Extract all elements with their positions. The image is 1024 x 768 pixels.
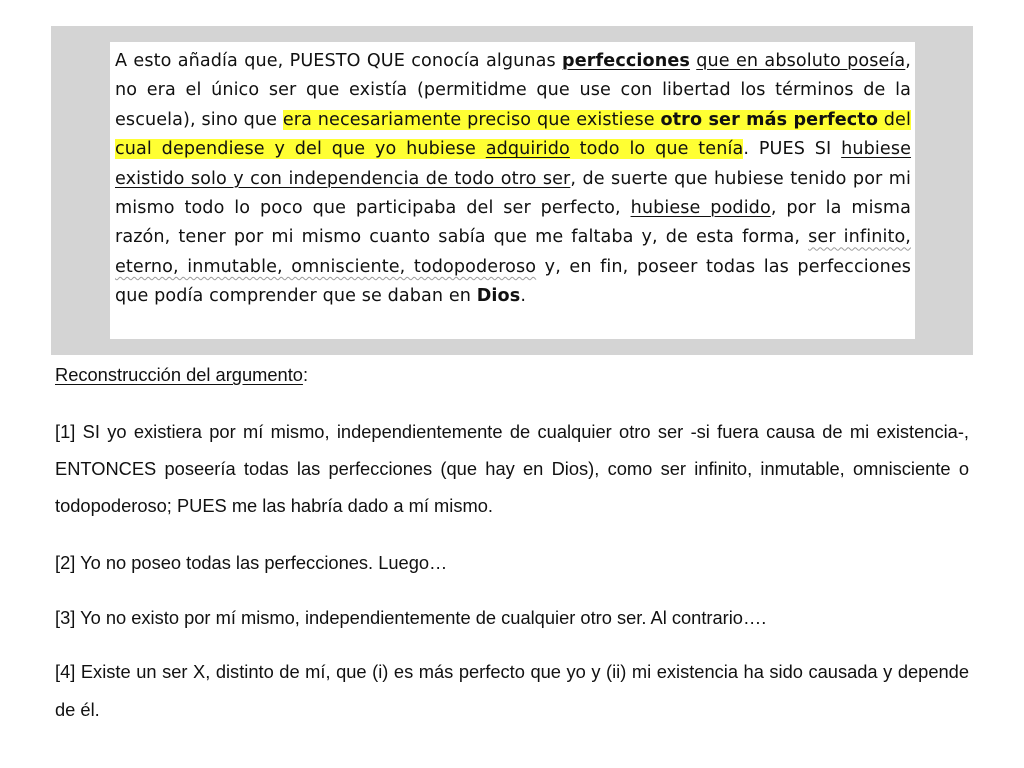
descartes-quote [110,42,915,339]
quote-segment: , de suerte que hubiese tenido por mi mismo todo lo poco que participaba del ser perfecto, [115,168,912,219]
section-heading-colon: : [302,364,309,385]
quote-segment: A esto añadía que, PUESTO QUE conocía algunas [115,51,563,71]
quote-bold-term: Dios [476,286,521,307]
quote-segment: . PUES SI [743,139,842,160]
quote-underlined-bold-term: perfecciones [562,51,690,71]
premise-4-paragraph: [4] Existe un ser X, distinto de mí, que (i) es más perfecto que yo y (ii) mi existencia ha sido causada y depende de él. [55,661,969,720]
quote-highlighted-text: todo lo que tenía [569,139,744,160]
quote-highlighted-text: era necesariamente preciso que existiese [282,109,661,130]
quote-highlighted-text: del cual dependiese y del que yo hubiese [115,109,911,160]
quote-segment: , por la misma razón, tener por mi mismo cuanto sabía que me faltaba y, de esta forma, [115,198,912,248]
quote-underlined-phrase: hubiese podido [630,198,771,219]
quote-segment: , no era el único ser que existía (permitidme que use con libertad los términos de la escuela), sino que [115,51,911,130]
quote-segment: y, en fin, poseer todas las perfecciones que podía comprender que se daban en [115,256,912,307]
section-heading-title: Reconstrucción del argumento [55,364,303,385]
quote-highlighted-bold-term: otro ser más perfecto [660,109,878,130]
quote-wavy-underlined-phrase: ser infinito, eterno, inmutable, omnisciente, todopoderoso [115,227,911,277]
quote-segment: . [520,286,527,307]
premise-1-paragraph: [1] SI yo existiera por mí mismo, independientemente de cualquier otro ser -si fuera causa de mi existencia-, ENTONCES poseería todas las perfecciones (que hay en Dios), como ser infinito, inmutable, omnisciente o todopoderoso; PUES me las habría dado a mí mismo. [55,421,969,516]
quote-underlined-phrase: hubiese existido solo y con independencia de todo otro ser [115,139,912,189]
quote-image-panel [51,26,973,355]
section-heading [55,362,969,388]
quote-highlighted-underlined-term: adquirido [485,139,570,160]
premise-3-paragraph: [3] Yo no existo por mí mismo, independientemente de cualquier otro ser. Al contrario…. [55,607,767,628]
premise-2-paragraph: [2] Yo no poseo todas las perfecciones. Luego… [55,552,448,573]
quote-underlined-phrase: que en absoluto poseía [696,51,906,71]
